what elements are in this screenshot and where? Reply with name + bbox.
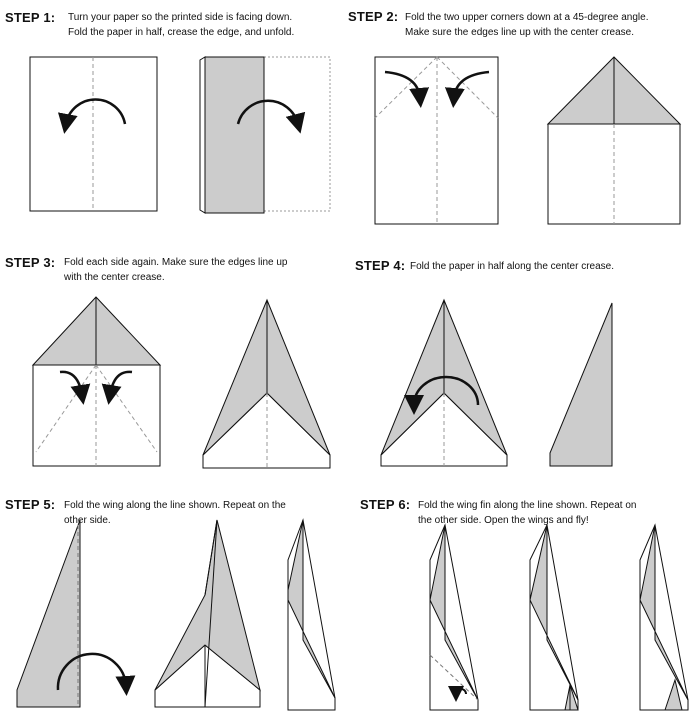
step1-label: STEP 1:: [5, 10, 56, 25]
step4-half: [381, 300, 507, 466]
step5-line1: Fold the wing along the line shown. Repeat on the: [64, 500, 286, 511]
step6-fin: [430, 525, 478, 710]
step5-side: [288, 520, 335, 710]
step1-description: [68, 10, 294, 40]
step2-description: [405, 10, 649, 40]
step6-line2: the other side. Open the wings and fly!: [418, 515, 589, 526]
step2-folded: [548, 57, 680, 224]
step5-line2: other side.: [64, 515, 111, 526]
step4-folded: [550, 303, 612, 466]
step3-folded: [203, 300, 330, 468]
step6-line1: Fold the wing fin along the line shown. Repeat on: [418, 500, 637, 511]
step3-line1: Fold each side again. Make sure the edges line up: [64, 257, 288, 268]
step6-complete: [640, 525, 688, 710]
step3-description: [64, 255, 287, 285]
step6-label: STEP 6:: [360, 497, 411, 512]
step2-line2: Make sure the edges line up with the center crease.: [405, 27, 635, 38]
step3-label: STEP 3:: [5, 255, 56, 270]
step4-label: STEP 4:: [355, 258, 406, 273]
step5-wing: [17, 520, 126, 707]
step5-description: [64, 498, 286, 528]
step3-sides: [33, 297, 160, 466]
step1-paper-flat: [30, 57, 157, 211]
step1-line1: Turn your paper so the printed side is facing down.: [68, 12, 293, 23]
step5-label: STEP 5:: [5, 497, 56, 512]
step2-line1: Fold the two upper corners down at a 45-degree angle.: [405, 12, 649, 23]
step6-description: [418, 498, 636, 528]
step1-line2: Fold the paper in half, crease the edge, and unfold.: [68, 27, 295, 38]
step2-corners: [375, 57, 498, 224]
step3-line2: with the center crease.: [64, 272, 165, 283]
step4-description: Fold the paper in half along the center crease.: [410, 261, 615, 272]
step5-wing-folded: [155, 520, 260, 707]
step1-paper-folding: [200, 57, 330, 213]
step6-fin-folded: [530, 525, 578, 710]
step2-label: STEP 2:: [348, 9, 399, 24]
